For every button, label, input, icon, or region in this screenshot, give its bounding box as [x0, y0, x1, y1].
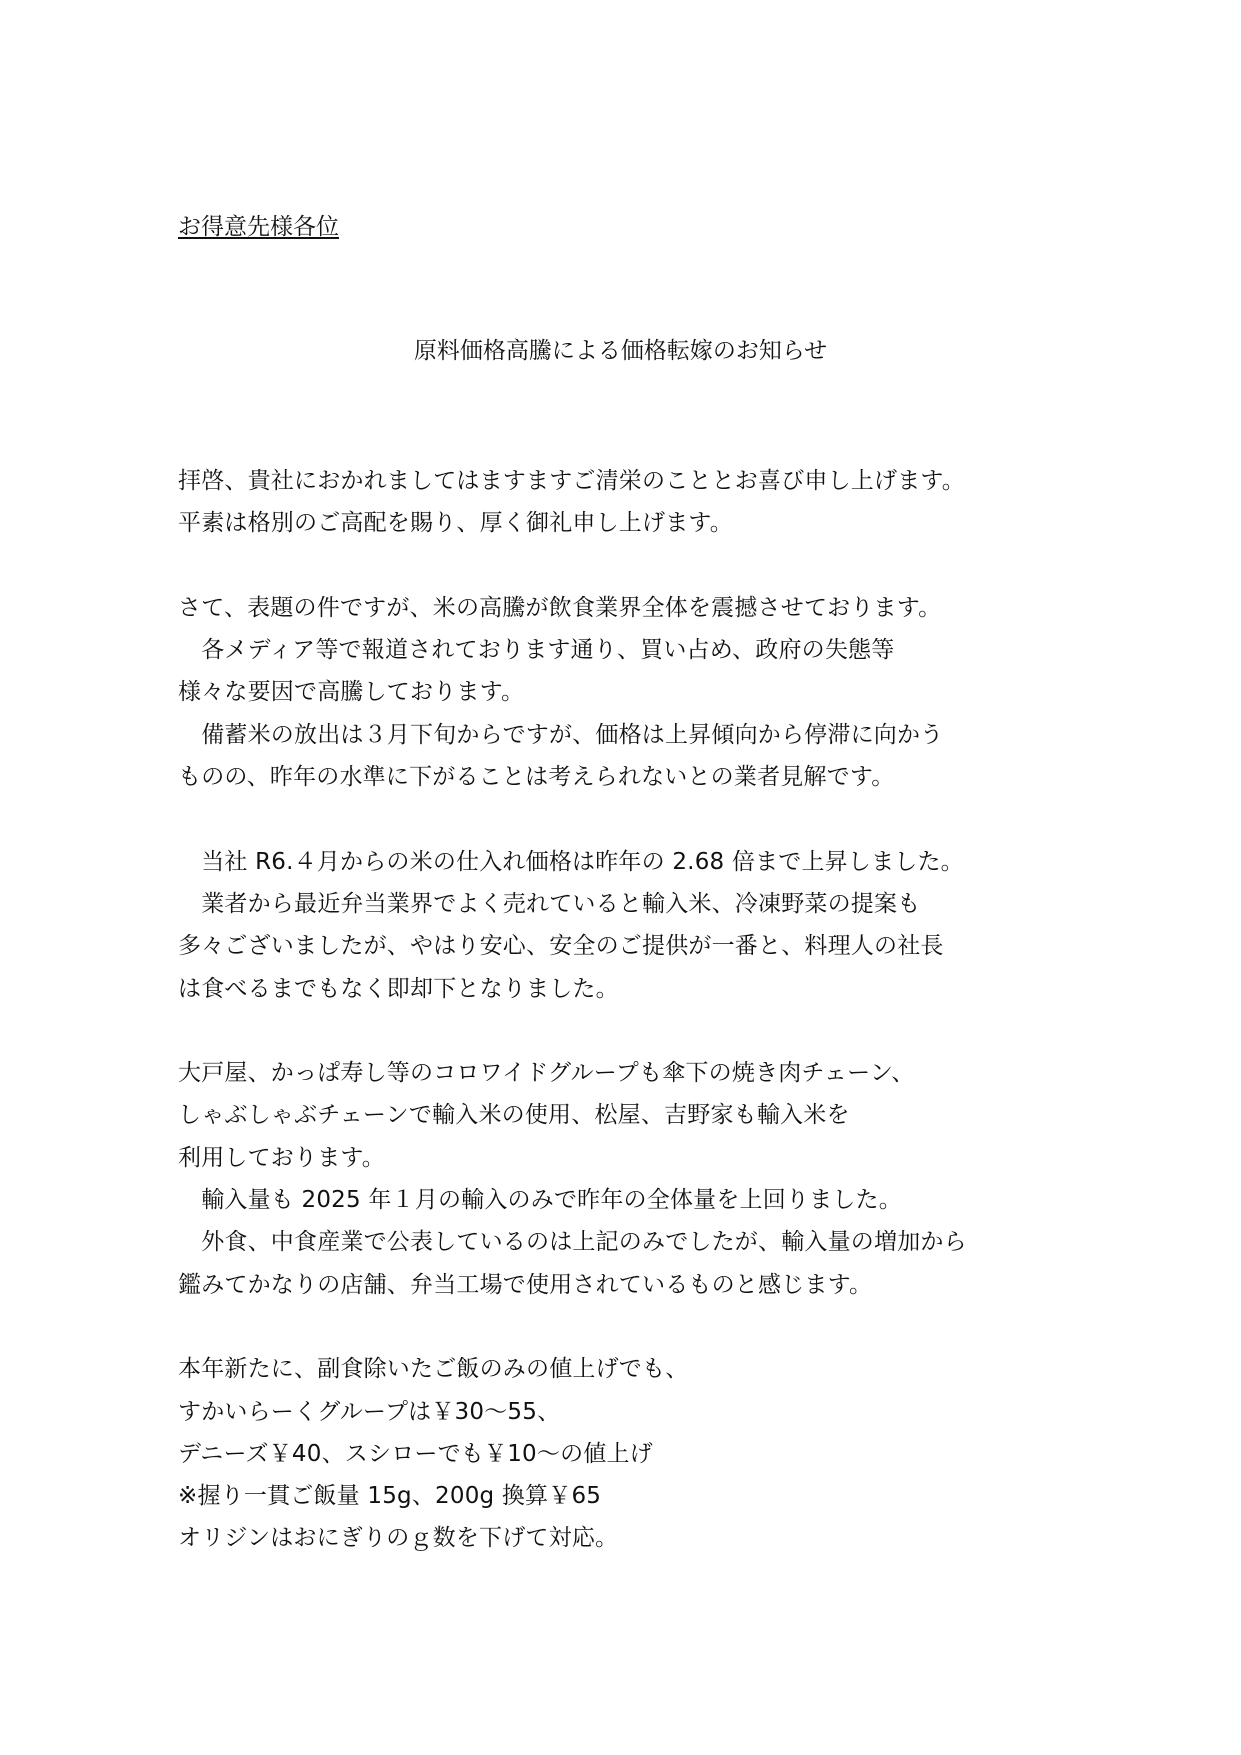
body-line: 利用しております。: [178, 1144, 385, 1171]
body-line: [178, 545, 1218, 587]
addressee: お得意先様各位: [178, 214, 339, 240]
body-line: 拝啓、貴社におかれましてはますますご清栄のこととお喜び申し上げます。: [178, 468, 965, 494]
body-line: 備蓄米の放出は３月下旬からですが、価格は上昇傾向から停滞に向かう: [178, 721, 944, 748]
body-line: 鑑みてかなりの店舗、弁当工場で使用されているものと感じます。: [178, 1271, 873, 1298]
body-line: 輸入量も 2025 年１月の輸入のみで昨年の全体量を上回りました。: [178, 1187, 902, 1214]
body-line: ※握り一貫ご飯量 15g、200g 換算￥65: [178, 1483, 602, 1510]
body-line: ものの、昨年の水準に下がることは考えられないとの業者見解です。: [178, 764, 895, 791]
body-line: オリジンはおにぎりのｇ数を下げて対応。: [178, 1525, 619, 1552]
body-line: 本年新たに、副食除いたご飯のみの値上げでも、: [178, 1356, 689, 1383]
body-line: 多々ございましたが、やはり安心、安全のご提供が一番と、料理人の社長: [178, 933, 944, 960]
body-line: 大戸屋、かっぱ寿し等のコロワイドグループも傘下の焼き肉チェーン、: [178, 1060, 915, 1087]
body-line: [178, 1010, 1218, 1052]
document-title: 原料価格高騰による価格転嫁のお知らせ: [413, 338, 828, 364]
body-line: 外食、中食産業で公表しているのは上記のみでしたが、輸入量の増加から: [178, 1229, 967, 1256]
body-line: 様々な要因で高騰しております。: [178, 679, 525, 706]
body-line: 当社 R6.４月からの米の仕入れ価格は昨年の 2.68 倍まで上昇しました。: [178, 848, 964, 875]
body-line: すかいらーくグループは￥30～55、: [178, 1398, 561, 1425]
body-line: 平素は格別のご高配を賜り、厚く御礼申し上げます。: [178, 510, 733, 537]
body-line: デニーズ￥40、スシローでも￥10～の値上げ: [178, 1440, 653, 1467]
body-line: [178, 1306, 1218, 1348]
body-line: 業者から最近弁当業界でよく売れていると輸入米、冷凍野菜の提案も: [178, 890, 921, 917]
body-line: 各メディア等で報道されております通り、買い占め、政府の失態等: [178, 637, 895, 664]
document-body: [178, 460, 1218, 1560]
body-line: [178, 798, 1218, 840]
body-line: は食べるまでもなく即却下となりました。: [178, 975, 619, 1002]
body-line: しゃぶしゃぶチェーンで輸入米の使用、松屋、吉野家も輸入米を: [178, 1102, 850, 1129]
body-line: さて、表題の件ですが、米の高騰が飲食業界全体を震撼させております。: [178, 594, 942, 621]
